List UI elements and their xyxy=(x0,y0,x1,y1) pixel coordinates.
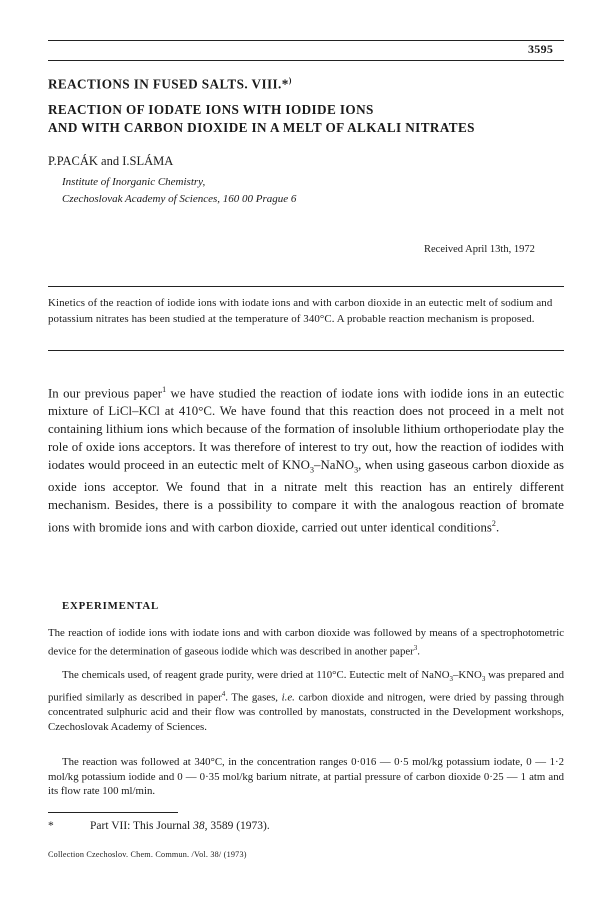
abstract-top-rule xyxy=(48,286,564,287)
experimental-paragraph-2: The chemicals used, of reagent grade purity, were dried at 110°C. Eutectic melt of $NaNO_3-KNO_3$ was prepared and purified similarly as described in paper$^4$. The gases, i.e. carbon dioxide and nitrogen, were dried by passing through concentrated sulphuric acid and their flow was controlled by manostats, constructed in the Development workshops, Czechoslovak Academy of Sciences. xyxy=(48,669,565,733)
abstract-bottom-rule xyxy=(48,350,564,351)
top-rule xyxy=(48,40,564,41)
experimental-paragraph-1: The reaction of iodide ions with iodate ions and with carbon dioxide was followed by means of a spectrophotometric device for the determination of gaseous iodide which was described in another paper$^3$. xyxy=(48,627,564,658)
received-date: Received April 13th, 1972 xyxy=(424,244,535,255)
abstract: Kinetics of the reaction of iodide ions with iodate ions and with carbon dioxide in an eutectic melt of sodium and potassium nitrates has been studied at the temperature of 340°C. A probable reaction mechanism is proposed. xyxy=(48,297,553,325)
experimental-paragraph-3: The reaction was followed at 340°C, in the concentration ranges 0·016 — 0·5 mol/kg potassium iodate, 0 — 1·2 mol/kg potassium iodide and 0 — 0·35 mol/kg barium nitrate, at partial pressure of carbon dioxide 0·25 — 1 atm and its flow rate 100 ml/min. xyxy=(48,756,564,798)
introduction-paragraph: In our previous paper$^1$ we have studied the reaction of iodate ions with iodide ions in an eutectic mixture of LiCl–KCl at 410°C. We have found that this reaction does not proceed in a melt not containing lithium ions which because of the formation of insoluble lithium orthoperiodate play the role of oxide ions acceptors. It was therefore of interest to try out, how the reaction of iodides with iodates would proceed in an eutectic melt of $KNO_3-NaNO_3$, when using gaseous carbon dioxide as oxide ions acceptor. We found that in a nitrate melt this reaction has an entirely different mechanism. Besides, there is a possibility to compare it with the analogous reaction of bromate ions with bromide ions and with carbon dioxide, carried out unter identical conditions$^2$. xyxy=(48,385,565,535)
article-title-line-2: AND WITH CARBON DIOXIDE IN A MELT OF ALKALI NITRATES xyxy=(48,120,475,135)
authors: P.PACÁK and I.SLÁMA xyxy=(48,154,174,168)
section-heading-experimental: EXPERIMENTAL xyxy=(62,600,159,612)
footnote-rule xyxy=(48,812,178,813)
article-title-line-1: REACTION OF IODATE IONS WITH IODIDE IONS xyxy=(48,102,374,117)
series-title: REACTIONS IN FUSED SALTS. VIII.*) xyxy=(48,76,292,92)
page-number: 3595 xyxy=(528,42,554,56)
footnote: * Part VII: This Journal 38, 3589 (1973). xyxy=(48,820,270,832)
header-rule xyxy=(48,60,564,61)
journal-footer: Collection Czechoslov. Chem. Commun. /Vol. 38/ (1973) xyxy=(48,850,247,859)
institution-line-2: Czechoslovak Academy of Sciences, 160 00 Prague 6 xyxy=(62,193,297,205)
institution-line-1: Institute of Inorganic Chemistry, xyxy=(62,176,206,188)
